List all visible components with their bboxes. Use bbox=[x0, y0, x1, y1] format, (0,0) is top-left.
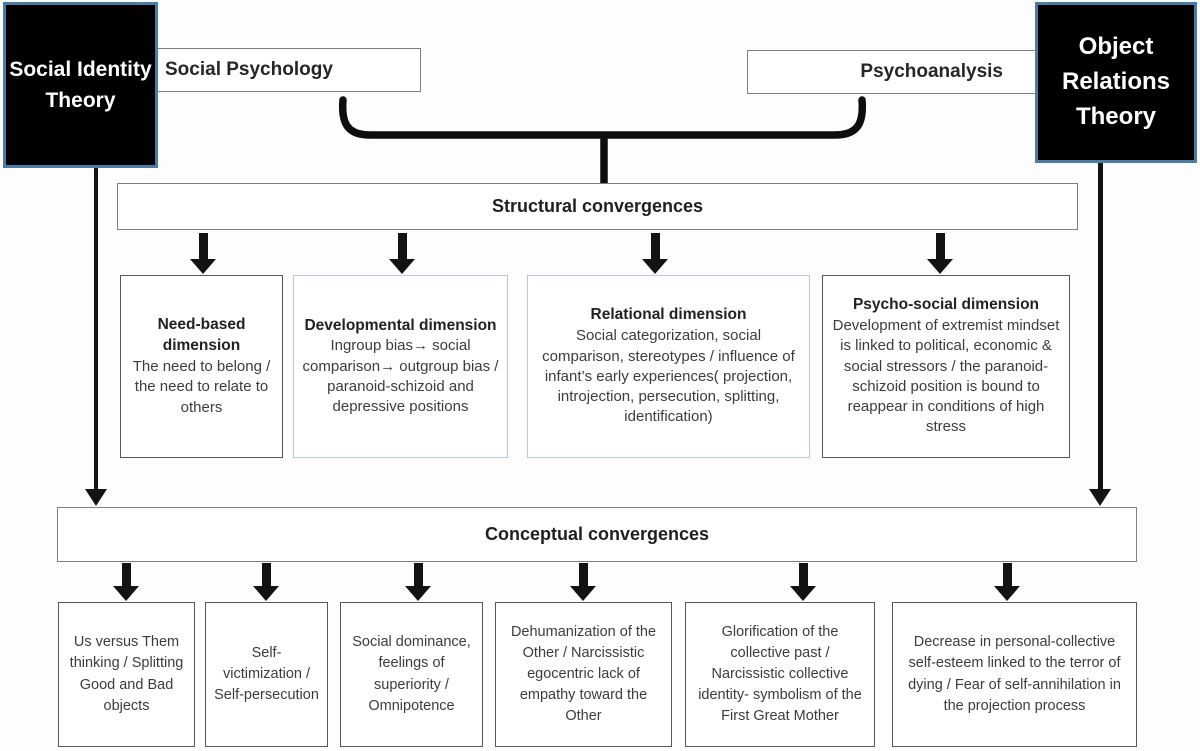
arrow-head-icon bbox=[790, 586, 816, 601]
arrow-shaft bbox=[1098, 163, 1103, 489]
dimension-box-relational bbox=[527, 275, 810, 458]
outcome-box-social-dominance bbox=[340, 602, 483, 747]
arrow-shaft bbox=[122, 563, 131, 586]
structural-convergences-box bbox=[117, 183, 1078, 230]
down-arrow-self-victimization bbox=[253, 563, 279, 601]
dimension-body: Ingroup bias→ social comparison→ outgroup bias / paranoid-schizoid and depressive positions bbox=[302, 337, 499, 416]
object-relations-theory-label: Object Relations Theory bbox=[1061, 33, 1171, 130]
down-arrow-need-based bbox=[190, 233, 216, 274]
arrow-shaft bbox=[94, 168, 98, 489]
arrow-head-icon bbox=[927, 259, 953, 274]
down-arrow-psycho-social bbox=[927, 233, 953, 274]
arrow-shaft bbox=[199, 233, 208, 259]
psychoanalysis-label: Psychoanalysis bbox=[860, 61, 1003, 82]
arrow-head-icon bbox=[113, 586, 139, 601]
down-arrow-dehumanization bbox=[570, 563, 596, 601]
outcome-box-self-esteem bbox=[892, 602, 1137, 747]
arrow-head-icon bbox=[253, 586, 279, 601]
arrow-shaft bbox=[398, 233, 407, 259]
dimension-title: Need-based dimension bbox=[157, 316, 246, 355]
arrow-head-icon bbox=[389, 259, 415, 274]
arrow-head-icon bbox=[1089, 489, 1111, 506]
arrow-head-icon bbox=[994, 586, 1020, 601]
dimension-title: Psycho-social dimension bbox=[852, 296, 1040, 314]
conceptual-convergences-box bbox=[57, 507, 1137, 562]
conceptual-convergences-label: Conceptual convergences bbox=[484, 524, 710, 544]
dimension-title: Developmental dimension bbox=[304, 316, 497, 334]
arrow-shaft bbox=[579, 563, 588, 586]
dimension-box-developmental bbox=[293, 275, 508, 458]
down-arrow-developmental bbox=[389, 233, 415, 274]
arrow-shaft bbox=[651, 233, 660, 259]
down-arrow-self-esteem bbox=[994, 563, 1020, 601]
outcome-text: Dehumanization of the Other / Narcissistic egocentric lack of empathy toward the Other bbox=[510, 623, 657, 725]
outcome-box-glorification bbox=[685, 602, 875, 747]
outcome-box-dehumanization bbox=[495, 602, 672, 747]
social-psychology-label: Social Psychology bbox=[165, 59, 333, 80]
arrow-shaft bbox=[1003, 563, 1012, 586]
arrow-shaft bbox=[262, 563, 271, 586]
down-arrow-social-dominance bbox=[405, 563, 431, 601]
social-psychology-box bbox=[150, 48, 421, 92]
social-identity-theory-box bbox=[3, 2, 158, 168]
dimension-body: The need to belong / the need to relate to others bbox=[132, 358, 271, 416]
outcome-box-us-vs-them bbox=[58, 602, 195, 747]
dimension-body: Development of extremist mindset is linked to political, economic & social stressors / the paranoid-schizoid position is bound to reappear in conditions of high stress bbox=[832, 317, 1060, 436]
arrow-head-icon bbox=[190, 259, 216, 274]
dimension-box-psycho-social bbox=[822, 275, 1070, 458]
outcome-text: Self-victimization / Self-persecution bbox=[214, 644, 319, 703]
down-arrow-glorification bbox=[790, 563, 816, 601]
arrow-head-icon bbox=[642, 259, 668, 274]
dimension-box-need-based bbox=[120, 275, 283, 458]
right-vertical-arrow bbox=[1089, 163, 1111, 506]
arrow-head-icon bbox=[570, 586, 596, 601]
dimension-body: Social categorization, social comparison, stereotypes / influence of infant’s early experiences( projection, introjection, persecution, splitting, identification) bbox=[542, 327, 795, 426]
outcome-text: Social dominance, feelings of superiority / Omnipotence bbox=[352, 634, 471, 714]
arrow-head-icon bbox=[405, 586, 431, 601]
left-vertical-arrow bbox=[85, 168, 107, 506]
dimension-title: Relational dimension bbox=[590, 306, 747, 324]
outcome-text: Glorification of the collective past / Narcissistic collective identity- symbolism of the First Great Mother bbox=[698, 623, 862, 725]
arrow-shaft bbox=[414, 563, 423, 586]
outcome-text: Decrease in personal-collective self-esteem linked to the terror of dying / Fear of self-annihilation in the projection process bbox=[908, 634, 1121, 714]
outcome-text: Us versus Them thinking / Splitting Good and Bad objects bbox=[69, 634, 184, 714]
down-arrow-relational bbox=[642, 233, 668, 274]
arrow-head-icon bbox=[85, 489, 107, 506]
psychoanalysis-box bbox=[747, 50, 1038, 94]
object-relations-theory-box bbox=[1035, 2, 1197, 163]
down-arrow-us-vs-them bbox=[113, 563, 139, 601]
social-identity-theory-label: Social Identity Theory bbox=[9, 57, 152, 112]
arrow-shaft bbox=[936, 233, 945, 259]
outcome-box-self-victimization bbox=[205, 602, 328, 747]
arrow-shaft bbox=[799, 563, 808, 586]
structural-convergences-label: Structural convergences bbox=[491, 196, 704, 216]
